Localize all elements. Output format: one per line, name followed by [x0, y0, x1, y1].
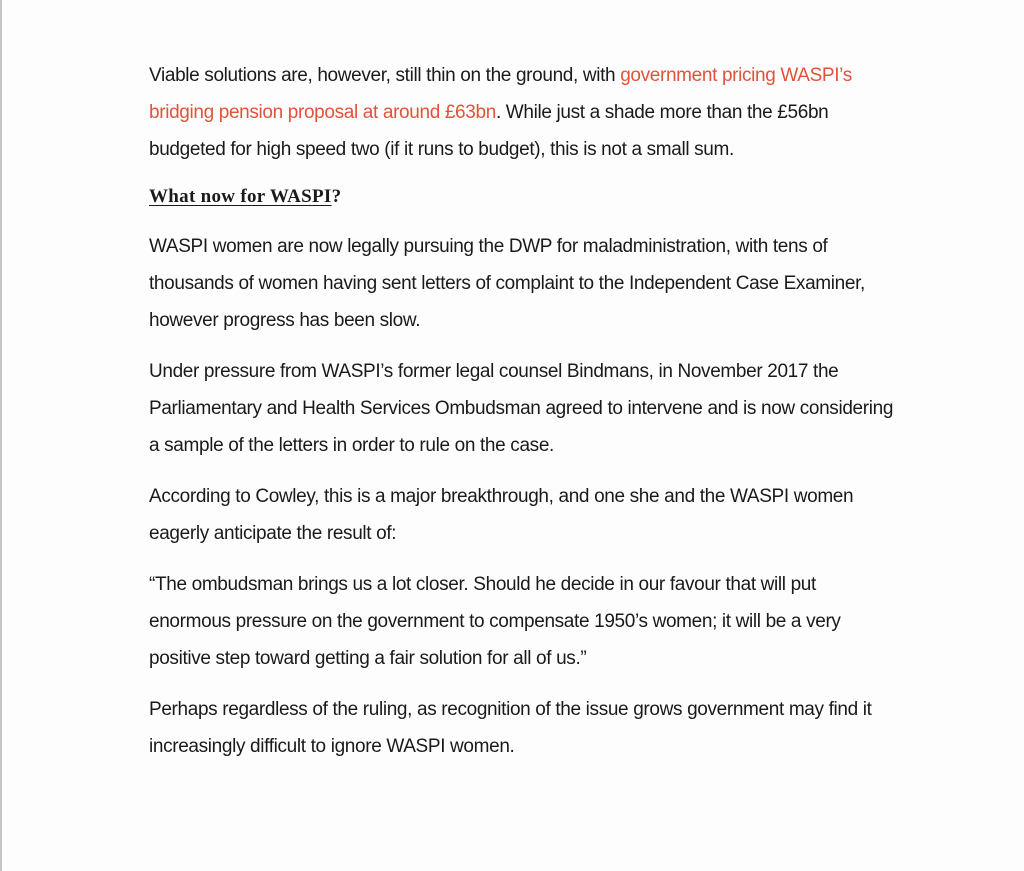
page-edge-divider [0, 0, 2, 871]
section-heading-underlined: What now for WASPI [149, 186, 332, 207]
paragraph-text: . While just a shade more than the £56bn budgeted for high speed two (if it runs to budget), this is not a small sum. [149, 102, 829, 160]
paragraph-quote: “The ombudsman brings us a lot closer. Should he decide in our favour that will put enormous pressure on the government to compensate 1950’s women; it will be a very positive step toward getting a fair solution for all of us.” [149, 574, 841, 669]
section-heading [149, 182, 899, 212]
government-pricing-link[interactable]: government pricing WASPI’s bridging pension proposal at around £63bn [149, 65, 852, 123]
paragraph-text: Viable solutions are, however, still thin on the ground, with [149, 65, 621, 86]
paragraph-legal-pursuit: WASPI women are now legally pursuing the DWP for maladministration, with tens of thousands of women having sent letters of complaint to the Independent Case Examiner, however progress has been slow. [149, 236, 865, 331]
paragraph-conclusion: Perhaps regardless of the ruling, as recognition of the issue grows government may find it increasingly difficult to ignore WASPI women. [149, 699, 872, 757]
paragraph-ombudsman: Under pressure from WASPI’s former legal counsel Bindmans, in November 2017 the Parliamentary and Health Services Ombudsman agreed to intervene and is now considering a sample of the letters in order to rule on the case. [149, 361, 894, 456]
paragraph-viable-solutions [149, 57, 899, 168]
article-body [149, 57, 899, 779]
section-heading-suffix: ? [331, 186, 342, 207]
paragraph-cowley: According to Cowley, this is a major breakthrough, and one she and the WASPI women eagerly anticipate the result of: [149, 486, 854, 544]
